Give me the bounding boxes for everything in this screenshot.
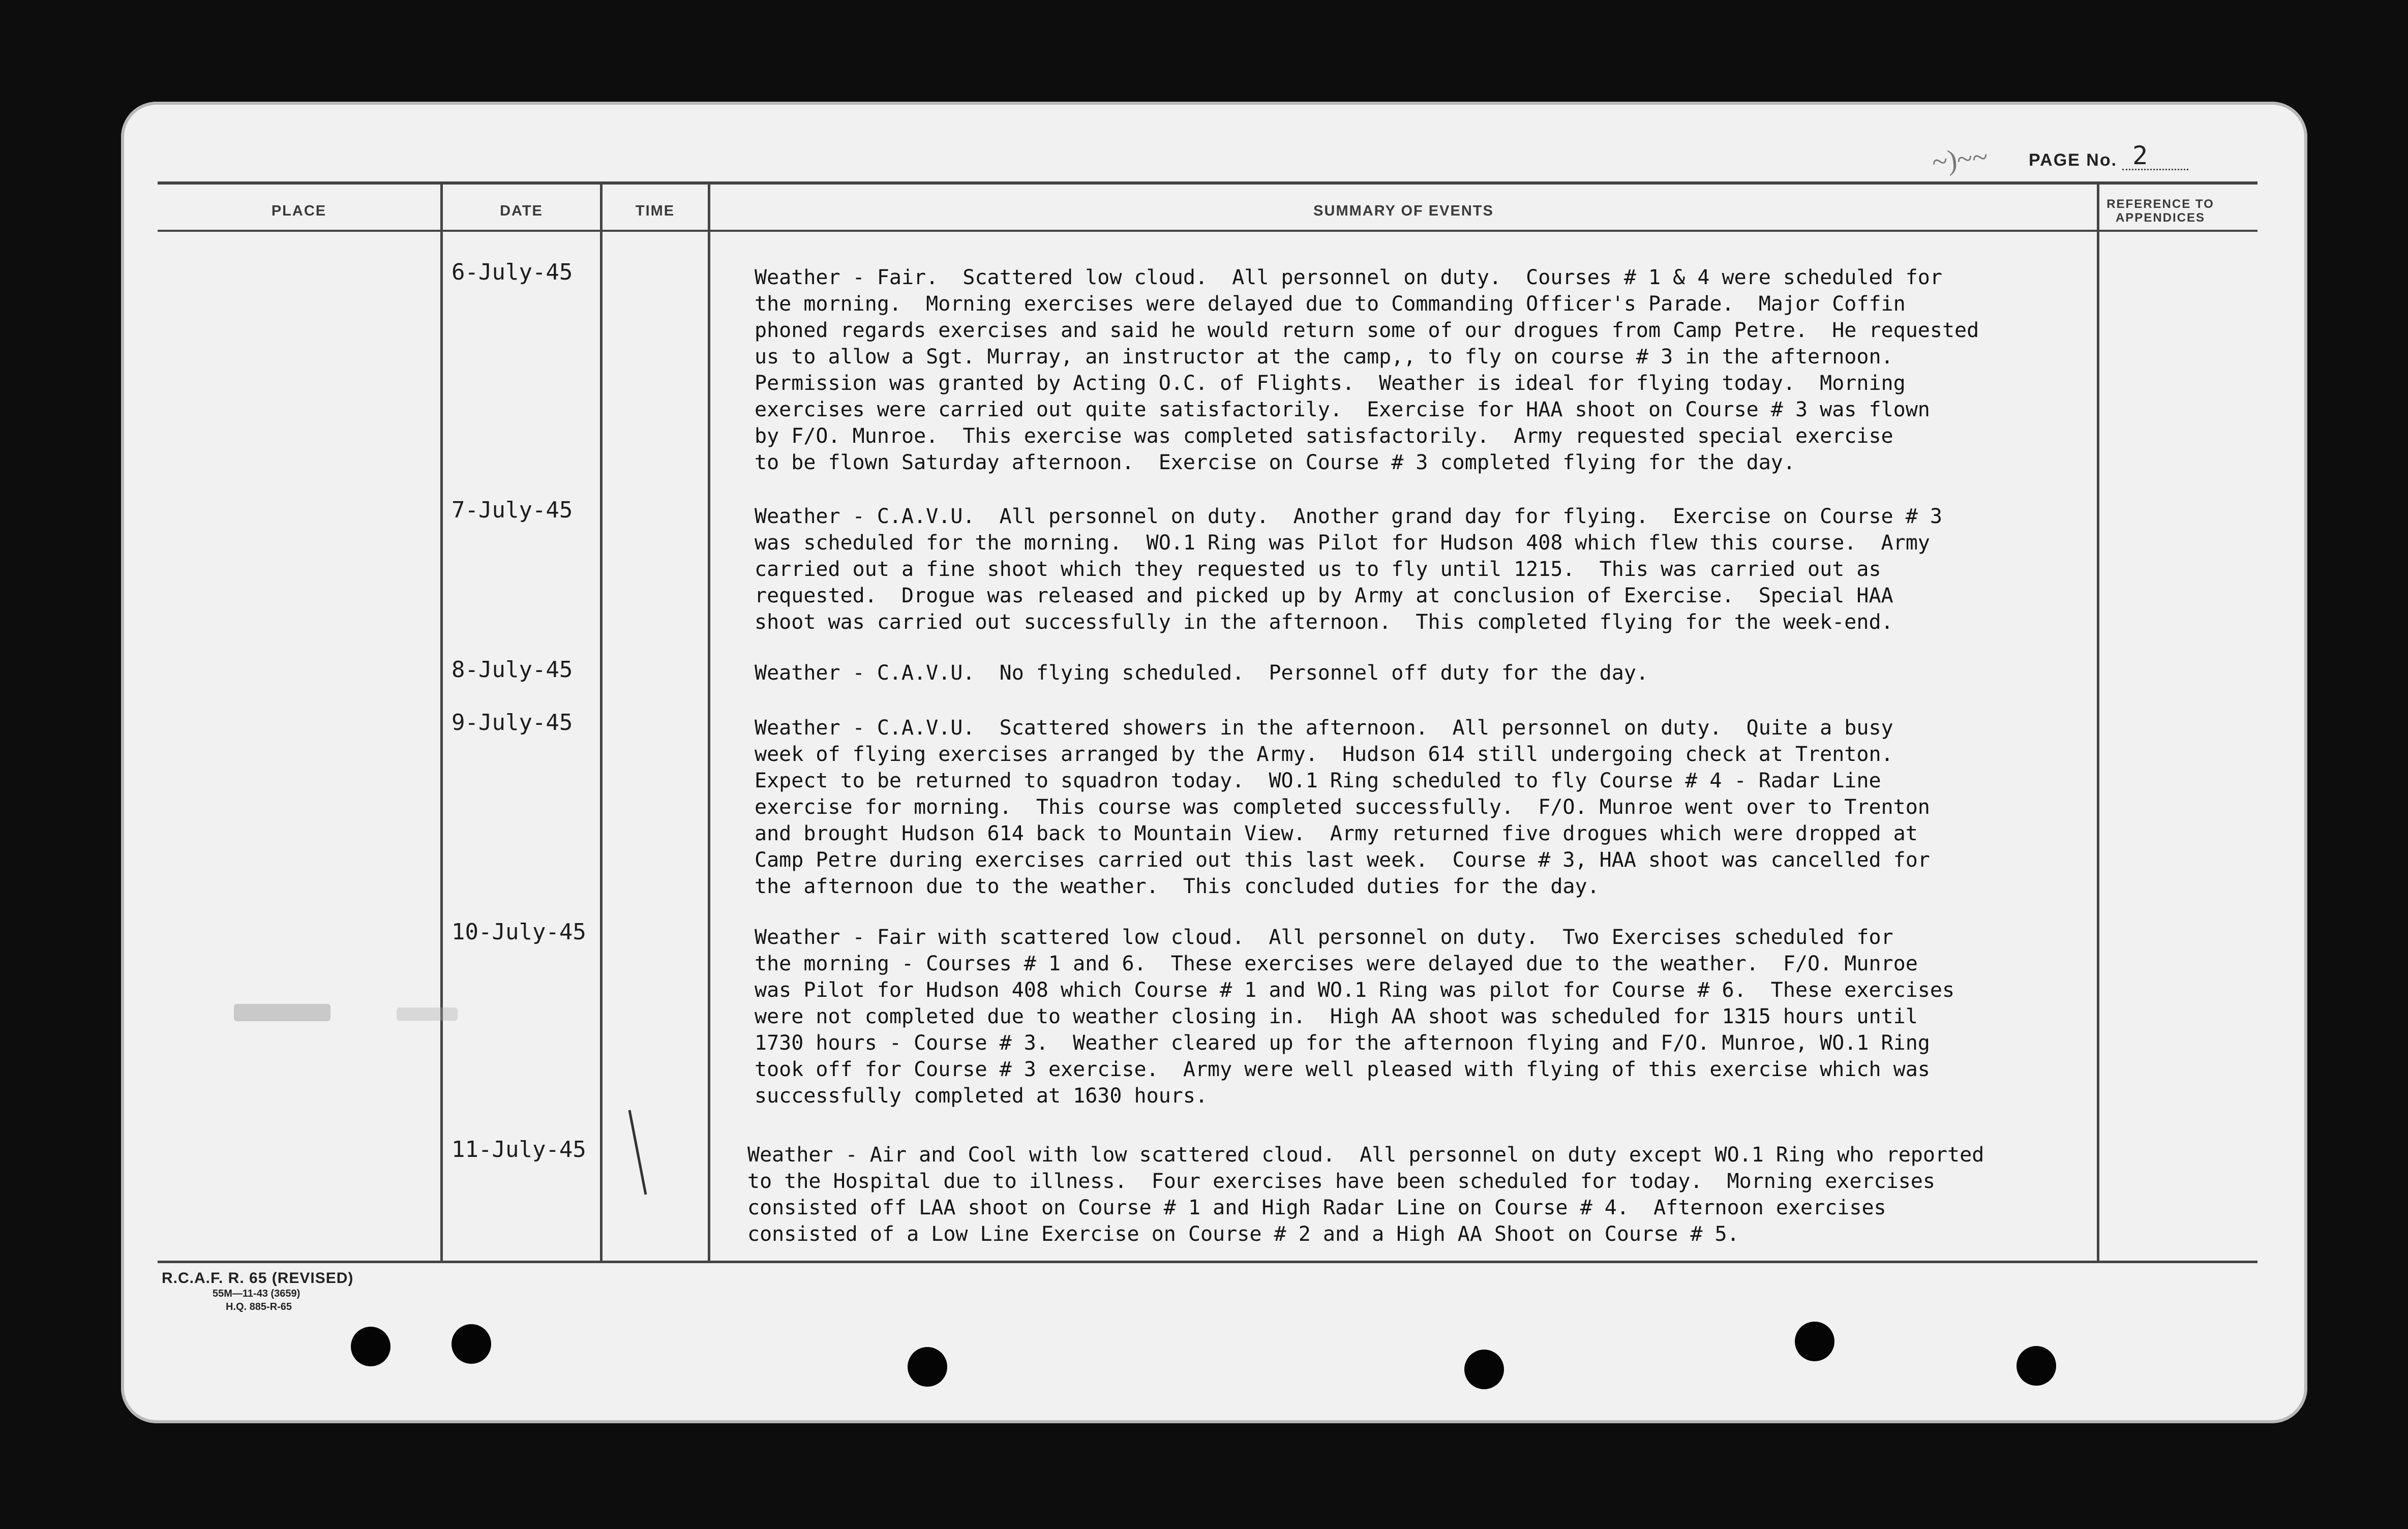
top-rule xyxy=(158,181,2258,185)
column-divider-place-date xyxy=(440,181,443,1263)
entry-summary: Weather - Fair. Scattered low cloud. All personnel on duty. Courses # 1 & 4 were scheduled for the morning. Morning exercises were delayed due to Commanding Officer's Parade. Major Coffin phoned regards exercises and said he would return some of our drogues from Camp Petre. He requested us to allow a Sgt. Murray, an instructor at the camp,, to fly on course # 3 in the afternoon. Permission was granted by Acting O.C. of Flights. Weather is ideal for flying today. Morning exercises were carried out quite satisfactorily. Exercise for HAA shoot on Course # 3 was flown by F/O. Munroe. This exercise was completed satisfactorily. Army requested special exercise to be flown Saturday afternoon. Exercise on Course # 3 completed flying for the day. xyxy=(755,266,1979,474)
pen-mark xyxy=(625,1108,661,1200)
entry-summary: Weather - Air and Cool with low scattered cloud. All personnel on duty except WO.1 Ring who reported to the Hospital due to illness. Four exercises have been scheduled for today. Morning exercises consisted off LAA shoot on Course # 1 and High Radar Line on Course # 4. Afternoon exercises consisted of a Low Line Exercise on Course # 2 and a High AA Shoot on Course # 5. xyxy=(747,1143,1984,1246)
faded-stamp xyxy=(397,1007,458,1021)
entry-date: 9-July-45 xyxy=(452,710,573,736)
entry-date: 10-July-45 xyxy=(452,919,586,945)
column-divider-summary-reference xyxy=(2097,181,2099,1263)
entry-date: 7-July-45 xyxy=(452,497,573,523)
form-code-line: R.C.A.F. R. 65 (REVISED) xyxy=(162,1270,354,1287)
punch-hole xyxy=(452,1324,491,1364)
punch-hole xyxy=(1795,1322,1834,1361)
entry-date: 11-July-45 xyxy=(452,1137,586,1163)
header-reference: REFERENCE TO APPENDICES xyxy=(2106,197,2214,225)
entry-summary: Weather - C.A.V.U. Scattered showers in the afternoon. All personnel on duty. Quite a busy week of flying exercises arranged by the Army. Hudson 614 still undergoing check at Trenton. Expect to be returned to squadron today. WO.1 Ring scheduled to fly Course # 4 - Radar Line exercise for morning. This course was completed successfully. F/O. Munroe went over to Trenton and brought Hudson 614 back to Mountain View. Army returned five drogues which were dropped at Camp Petre during exercises carried out this last week. Course # 3, HAA shoot was cancelled for the afternoon due to the weather. This concluded duties for the day. xyxy=(755,716,1930,898)
page-number-value: 2 xyxy=(2122,142,2188,170)
entry-summary: Weather - C.A.V.U. All personnel on duty. Another grand day for flying. Exercise on Course # 3 was scheduled for the morning. WO.1 Ring was Pilot for Hudson 408 which flew this course. Army carried out a fine shoot which they requested us to fly until 1215. This was carried out as requested. Drogue was released and picked up by Army at conclusion of Exercise. Special HAA shoot was carried out successfully in the afternoon. This completed flying for the week-end. xyxy=(755,505,1942,634)
punch-hole xyxy=(1464,1350,1504,1389)
header-time: TIME xyxy=(635,202,675,219)
header-rule xyxy=(158,230,2258,232)
form-code xyxy=(162,1270,353,1313)
column-divider-date-time xyxy=(600,181,603,1263)
entry-date: 6-July-45 xyxy=(452,259,573,285)
faded-stamp xyxy=(234,1004,330,1021)
punch-hole xyxy=(351,1327,390,1366)
header-summary: SUMMARY OF EVENTS xyxy=(1313,202,1494,219)
entry-summary: Weather - Fair with scattered low cloud. All personnel on duty. Two Exercises scheduled for the morning - Courses # 1 and 6. These exercises were delayed due to the weather. F/O. Munroe was Pilot for Hudson 408 which Course # 1 and WO.1 Ring was pilot for Course # 6. These exercises were not completed due to weather closing in. High AA shoot was scheduled for 1315 hours until 1730 hours - Course # 3. Weather cleared up for the afternoon flying and F/O. Munroe, WO.1 Ring took off for Course # 3 exercise. Army were well pleased with flying of this exercise which was successfully completed at 1630 hours. xyxy=(755,926,1955,1108)
pencil-mark: ~)~~ xyxy=(1931,141,1990,178)
page-number-label: PAGE No. xyxy=(2029,150,2118,170)
entry-date: 8-July-45 xyxy=(452,657,573,683)
page-number xyxy=(2029,140,2188,170)
form-code-line: 55M—11-43 (3659) xyxy=(213,1288,300,1299)
punch-hole xyxy=(908,1347,947,1387)
column-divider-time-summary xyxy=(708,181,710,1263)
form-code-line: H.Q. 885-R-65 xyxy=(226,1301,292,1312)
entry-summary: Weather - C.A.V.U. No flying scheduled. Personnel off duty for the day. xyxy=(755,661,1648,685)
bottom-rule xyxy=(158,1261,2258,1263)
header-date: DATE xyxy=(500,202,543,219)
header-place: PLACE xyxy=(271,202,327,219)
punch-hole xyxy=(2016,1346,2056,1386)
